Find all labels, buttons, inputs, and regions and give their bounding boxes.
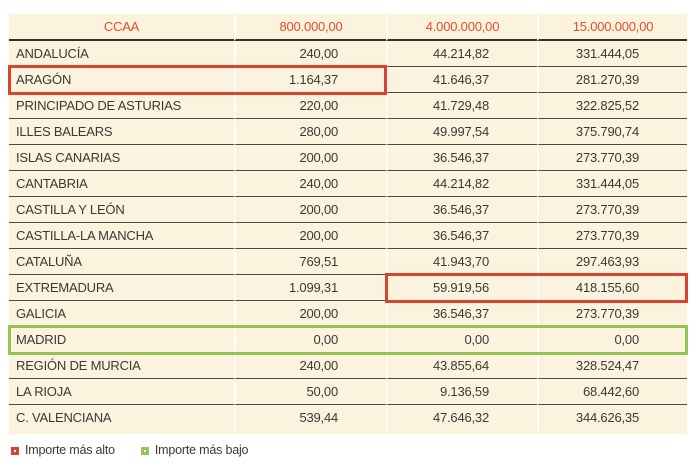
- region-name: PRINCIPADO DE ASTURIAS: [9, 93, 234, 119]
- amount-cell: 273.770,39: [537, 197, 687, 223]
- table-row: [9, 67, 687, 93]
- amount-cell: 36.546,37: [386, 301, 537, 327]
- region-name: GALICIA: [9, 301, 234, 327]
- table-row: [9, 405, 687, 430]
- amount-cell: 297.463,93: [537, 249, 687, 275]
- amount-cell: 68.442,60: [537, 379, 687, 405]
- legend-item: [11, 443, 115, 458]
- amount-cell: 41.646,37: [386, 67, 537, 93]
- amount-cell: 418.155,60: [537, 275, 687, 301]
- amount-cell: 44.214,82: [386, 171, 537, 197]
- amount-cell: 200,00: [234, 197, 386, 223]
- amount-cell: 240,00: [234, 171, 386, 197]
- amount-cell: 47.646,32: [386, 405, 537, 430]
- amount-cell: 41.943,70: [386, 249, 537, 275]
- amount-cell: 0,00: [234, 327, 386, 353]
- amount-cell: 280,00: [234, 119, 386, 145]
- amount-cell: 200,00: [234, 145, 386, 171]
- region-name: ANDALUCÍA: [9, 41, 234, 67]
- amount-cell: 240,00: [234, 41, 386, 67]
- highest-amount-swatch-icon: [11, 447, 19, 455]
- amount-cell: 1.164,37: [234, 67, 386, 93]
- amount-cell: 539,44: [234, 405, 386, 430]
- column-header-800000: 800.000,00: [234, 14, 386, 41]
- amount-cell: 59.919,56: [386, 275, 537, 301]
- table-row: [9, 197, 687, 223]
- table-row: [9, 327, 687, 353]
- region-name: ARAGÓN: [9, 67, 234, 93]
- legend-item: [141, 443, 248, 458]
- region-name: REGIÓN DE MURCIA: [9, 353, 234, 379]
- amount-cell: 41.729,48: [386, 93, 537, 119]
- amount-cell: 273.770,39: [537, 301, 687, 327]
- legend-label: Importe más alto: [25, 443, 115, 457]
- amount-cell: 200,00: [234, 301, 386, 327]
- amount-cell: 328.524,47: [537, 353, 687, 379]
- amount-cell: 281.270,39: [537, 67, 687, 93]
- region-name: ISLAS CANARIAS: [9, 145, 234, 171]
- amount-cell: 240,00: [234, 353, 386, 379]
- legend-label: Importe más bajo: [154, 443, 249, 457]
- amount-cell: 273.770,39: [537, 223, 687, 249]
- region-name: LA RIOJA: [9, 379, 234, 405]
- table-row: [9, 275, 687, 301]
- amount-cell: 0,00: [537, 327, 687, 353]
- table-row: [9, 249, 687, 275]
- region-name: EXTREMADURA: [9, 275, 234, 301]
- table-header-row: [9, 14, 687, 41]
- table-row: [9, 223, 687, 249]
- amount-cell: 375.790,74: [537, 119, 687, 145]
- table-row: [9, 41, 687, 67]
- lowest-amount-swatch-icon: [141, 447, 149, 455]
- amount-cell: 344.626,35: [537, 405, 687, 430]
- region-name: CATALUÑA: [9, 249, 234, 275]
- column-header-4000000: 4.000.000,00: [386, 14, 537, 41]
- region-name: CASTILLA Y LEÓN: [9, 197, 234, 223]
- region-name: C. VALENCIANA: [16, 410, 112, 425]
- table-row: [9, 93, 687, 119]
- amount-cell: 1.099,31: [234, 275, 386, 301]
- amount-cell: 36.546,37: [386, 223, 537, 249]
- amount-cell: 769,51: [234, 249, 386, 275]
- amount-cell: 44.214,82: [386, 41, 537, 67]
- amount-cell: 36.546,37: [386, 145, 537, 171]
- region-name: CASTILLA-LA MANCHA: [9, 223, 234, 249]
- region-name: ILLES BALEARS: [9, 119, 234, 145]
- amount-cell: 220,00: [234, 93, 386, 119]
- amount-cell: 273.770,39: [537, 145, 687, 171]
- column-header-ccaa: CCAA: [9, 14, 234, 41]
- table-row: [9, 145, 687, 171]
- amount-cell: 0,00: [386, 327, 537, 353]
- table-row: [9, 171, 687, 197]
- region-name: CANTABRIA: [9, 171, 234, 197]
- amount-cell: 43.855,64: [386, 353, 537, 379]
- amount-cell: 200,00: [234, 223, 386, 249]
- amount-cell: 331.444,05: [537, 171, 687, 197]
- table-row: [9, 353, 687, 379]
- amount-cell: 331.444,05: [537, 41, 687, 67]
- table-row: [9, 301, 687, 327]
- table-body: [9, 41, 687, 430]
- column-header-15000000: 15.000.000,00: [537, 14, 687, 41]
- table-row: [9, 379, 687, 405]
- legend: [11, 443, 248, 458]
- amount-cell: 50,00: [234, 379, 386, 405]
- region-name: MADRID: [9, 327, 234, 353]
- amount-cell: 322.825,52: [537, 93, 687, 119]
- amount-cell: 9.136,59: [386, 379, 537, 405]
- ccaa-amounts-table: [9, 14, 687, 434]
- amount-cell: 49.997,54: [386, 119, 537, 145]
- table-row: [9, 119, 687, 145]
- amount-cell: 36.546,37: [386, 197, 537, 223]
